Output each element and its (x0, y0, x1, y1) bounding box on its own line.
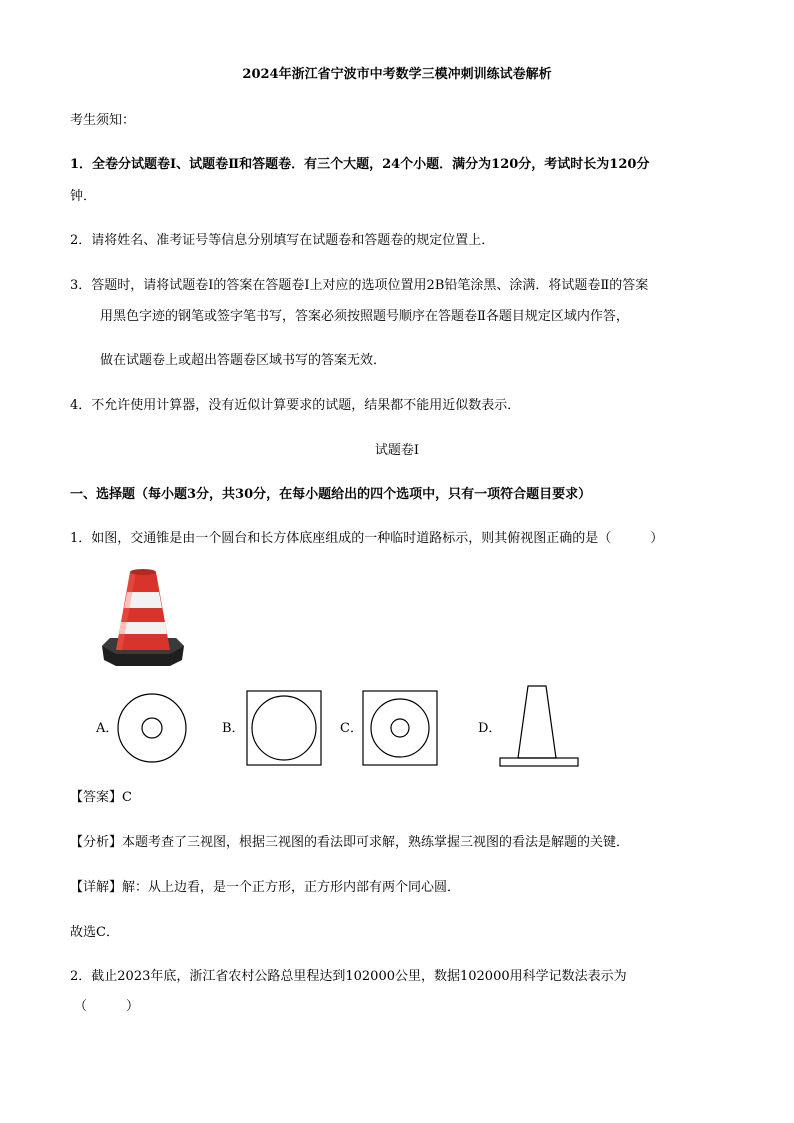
section-title: 试题卷Ⅰ (374, 443, 420, 458)
traffic-cone-image (96, 566, 190, 670)
question-2-stem-line1: 2．截止2023年底，浙江省农村公路总里程达到102000公里，数据102000用科学记数法表示为 (70, 969, 627, 984)
notice-item-3-line1: 3．答题时，请将试题卷Ⅰ的答案在答题卷Ⅰ上对应的选项位置用2B铅笔涂黑、涂满．将试题卷Ⅱ的答案 (70, 278, 649, 293)
question-1-analysis: 【分析】本题考查了三视图，根据三视图的看法即可求解，熟练掌握三视图的看法是解题的关键． (70, 835, 630, 850)
question-2-stem-line2: （ ） (74, 999, 140, 1014)
notice-item-3-line2: 用黑色字迹的钢笔或签字笔书写，答案必须按照题号顺序在答题卷Ⅱ各题目规定区域内作答， (100, 309, 629, 324)
page-title: 2024年浙江省宁波市中考数学三模冲刺训练试卷解析 (242, 67, 552, 82)
option-d-label: D． (478, 721, 502, 736)
notice-item-4: 4．不允许使用计算器，没有近似计算要求的试题，结果都不能用近似数表示． (70, 398, 521, 413)
question-1-detail: 【详解】解：从上边看，是一个正方形，正方形内部有两个同心圆． (70, 880, 461, 895)
notice-item-1-line1: 1．全卷分试题卷Ⅰ、试题卷Ⅱ和答题卷．有三个大题，24个小题．满分为120分，考试时长为120分 (70, 157, 650, 172)
part-one-heading: 一、选择题（每小题3分，共30分，在每小题给出的四个选项中，只有一项符合题目要求） (70, 487, 592, 502)
notice-item-1-line2: 钟． (70, 189, 97, 204)
option-d-figure (498, 684, 582, 770)
option-b-figure (246, 690, 322, 766)
option-c-figure (362, 690, 438, 766)
option-c-label: C． (340, 721, 363, 736)
option-a-figure (116, 692, 188, 764)
notice-item-2: 2．请将姓名、准考证号等信息分别填写在试题卷和答题卷的规定位置上． (70, 233, 495, 248)
question-1-conclusion: 故选C． (70, 925, 119, 940)
question-1-answer: 【答案】C (70, 790, 132, 805)
notice-heading: 考生须知： (70, 113, 136, 128)
question-1-stem: 1．如图，交通锥是由一个圆台和长方体底座组成的一种临时道路标示，则其俯视图正确的是（ ） (70, 531, 664, 546)
notice-item-3-line3: 做在试题卷上或超出答题卷区域书写的答案无效． (100, 353, 387, 368)
option-b-label: B． (222, 721, 245, 736)
option-a-label: A． (96, 721, 119, 736)
